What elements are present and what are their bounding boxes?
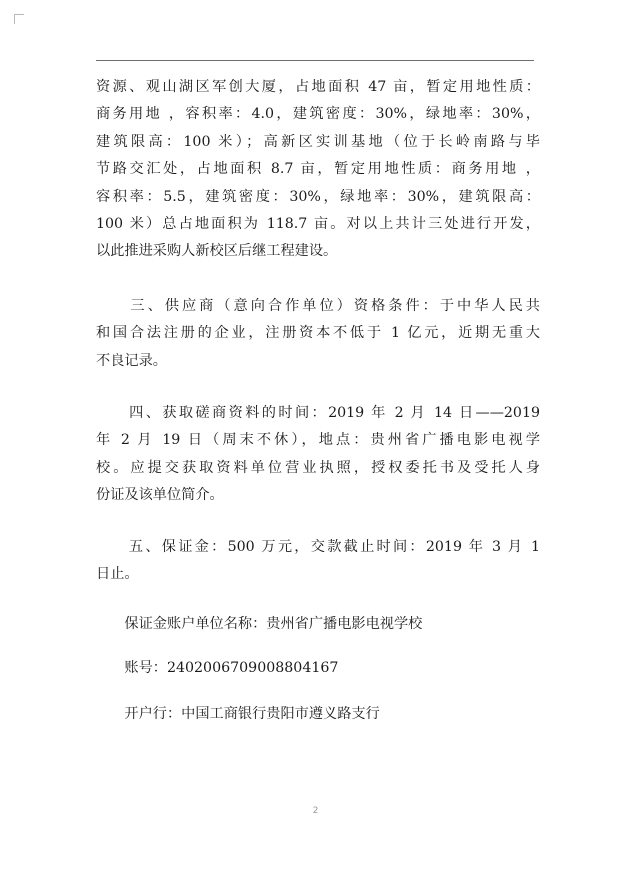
text-line: 保证金账户单位名称：贵州省广播电影电视学校 xyxy=(96,615,423,632)
document-body xyxy=(96,74,540,729)
page-number: 2 xyxy=(312,806,319,816)
paragraph-site-details xyxy=(96,74,540,266)
paragraph-deposit xyxy=(96,534,540,589)
text-line: 100 米）总占地面积为 118.7 亩。对以上共计三处进行开发， xyxy=(96,216,540,233)
text-line: 年 2 月 19 日（周末不休），地点：贵州省广播电影电视学 xyxy=(96,432,540,449)
scan-corner-mark xyxy=(14,14,24,24)
text-line: 节路交汇处，占地面积 8.7 亩，暂定用地性质：商务用地 ， xyxy=(96,161,540,178)
text-line: 四、获取磋商资料的时间：2019 年 2 月 14 日——2019 xyxy=(96,405,540,422)
text-line: 日止。 xyxy=(96,566,139,583)
text-line: 资源、观山湖区军创大厦，占地面积 47 亩，暂定用地性质： xyxy=(96,79,540,95)
text-line: 开户行：中国工商银行贵阳市遵义路支行 xyxy=(96,706,380,723)
text-line: 份证及该单位简介。 xyxy=(96,487,224,504)
paragraph-account-name xyxy=(96,611,540,638)
text-line: 五、保证金：500 万元，交款截止时间：2019 年 3 月 1 xyxy=(96,538,540,555)
text-line: 和国合法注册的企业，注册资本不低于 1 亿元，近期无重大 xyxy=(96,325,540,342)
text-line: 校。应提交获取资料单位营业执照，授权委托书及受托人身 xyxy=(96,459,540,476)
text-line: 商务用地 ，容积率：4.0，建筑密度：30%，绿地率：30%， xyxy=(96,106,540,123)
text-line: 不良记录。 xyxy=(96,352,167,369)
text-line: 三、供应商（意向合作单位）资格条件：于中华人民共 xyxy=(96,297,540,314)
text-line: 建筑限高：100 米）；高新区实训基地（位于长岭南路与毕 xyxy=(96,133,540,150)
paragraph-account-number xyxy=(96,655,540,682)
text-line: 账号：2402006709008804167 xyxy=(96,659,339,676)
paragraph-document-acquisition xyxy=(96,400,540,510)
text-line: 以此推进采购人新校区后继工程建设。 xyxy=(96,243,338,260)
header-rule xyxy=(96,60,534,61)
paragraph-supplier-qualification xyxy=(96,293,540,375)
text-line: 容积率：5.5，建筑密度：30%，绿地率：30%，建筑限高： xyxy=(96,188,540,205)
paragraph-bank xyxy=(96,701,540,728)
